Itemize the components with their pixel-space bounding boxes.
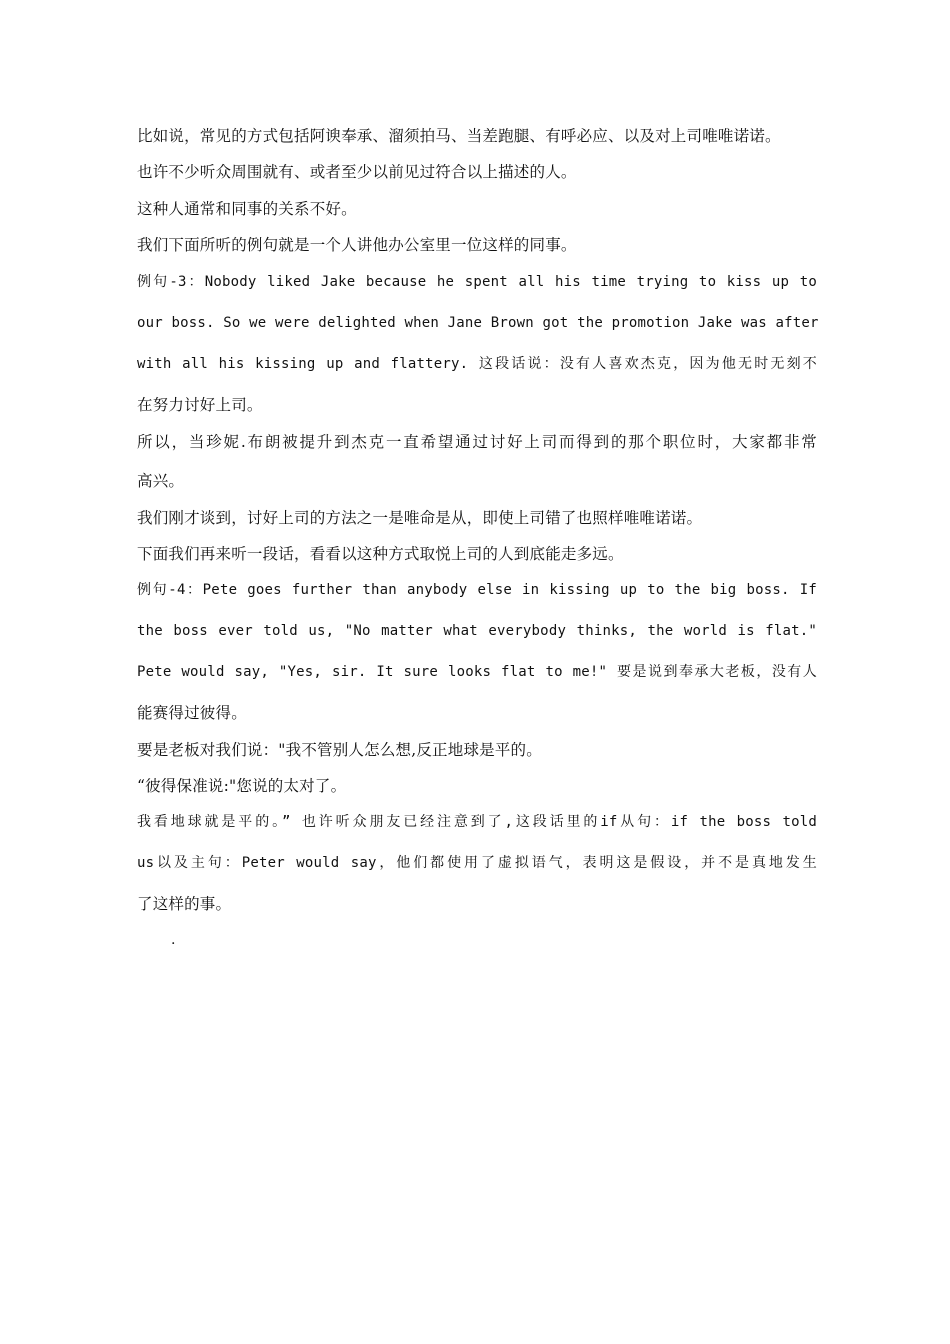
- text-line: 我看地球就是平的。” 也许听众朋友已经注意到了,这段话里的if从句：if the boss told: [137, 814, 817, 830]
- text-line: 比如说，常见的方式包括阿谀奉承、溜须拍马、当差跑腿、有呼必应、以及对上司唯唯诺诺。: [137, 127, 781, 145]
- text-line: 我们下面所听的例句就是一个人讲他办公室里一位这样的同事。: [137, 236, 577, 254]
- text-line: 能赛得过彼得。: [137, 704, 247, 722]
- text-line: the boss ever told us, "No matter what everybody thinks, the world is flat.": [137, 623, 817, 639]
- text-line: Pete would say, "Yes, sir. It sure looks flat to me!" 要是说到奉承大老板，没有人: [137, 664, 817, 680]
- text-line: 这种人通常和同事的关系不好。: [137, 200, 357, 218]
- text-line: 所以，当珍妮.布朗被提升到杰克一直希望通过讨好上司而得到的那个职位时，大家都非常: [137, 433, 817, 451]
- text-line: 也许不少听众周围就有、或者至少以前见过符合以上描述的人。: [137, 163, 577, 181]
- text-line: our boss. So we were delighted when Jane Brown got the promotion Jake was after: [137, 315, 819, 331]
- text-line: 我们刚才谈到，讨好上司的方法之一是唯命是从，即使上司错了也照样唯唯诺诺。: [137, 509, 703, 527]
- text-line: 了这样的事。: [137, 895, 232, 913]
- text-line: 在努力讨好上司。: [137, 396, 263, 414]
- text-line: 高兴。: [137, 472, 185, 490]
- text-line: 例句-3：Nobody liked Jake because he spent all his time trying to kiss up to: [137, 274, 817, 290]
- text-line: with all his kissing up and flattery. 这段话说：没有人喜欢杰克，因为他无时无刻不: [137, 356, 817, 372]
- text-line: 例句-4：Pete goes further than anybody else in kissing up to the big boss. If: [137, 582, 817, 598]
- text-line: “彼得保准说:"您说的太对了。: [137, 777, 347, 795]
- text-line: us以及主句：Peter would say，他们都使用了虚拟语气，表明这是假设，并不是真地发生: [137, 855, 817, 871]
- trailing-mark: .: [171, 932, 176, 948]
- text-line: 下面我们再来听一段话，看看以这种方式取悦上司的人到底能走多远。: [137, 545, 624, 563]
- text-line: 要是老板对我们说："我不管别人怎么想,反正地球是平的。: [137, 741, 542, 759]
